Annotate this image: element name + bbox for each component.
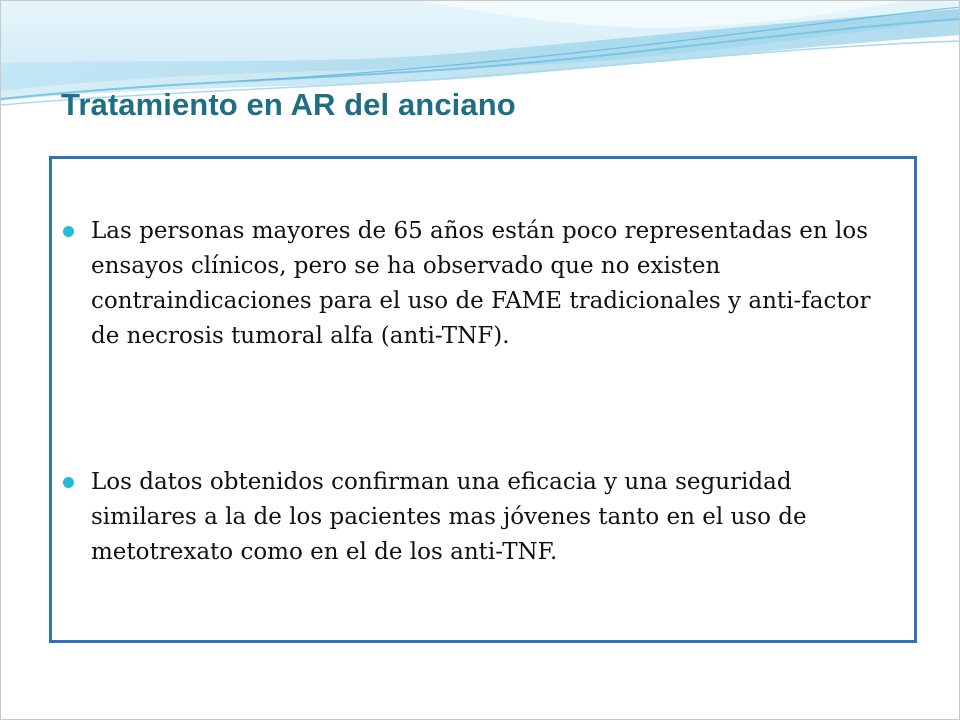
bullet-text: Las personas mayores de 65 años están poco representadas en los ensayos clínicos, pero se ha observado que no existen contraindicaciones para el uso de FAME tradicionales y anti-factor de necrosis tumoral alfa (anti-TNF). — [91, 218, 871, 349]
bullet-dot-icon — [63, 477, 74, 488]
bullet-item — [63, 465, 893, 570]
bullet-item — [63, 214, 893, 354]
content-box — [49, 156, 917, 643]
bullet-text: Los datos obtenidos confirman una eficacia y una seguridad similares a la de los pacientes mas jóvenes tanto en el uso de metotrexato como en el de los anti-TNF. — [91, 469, 807, 565]
slide-title: Tratamiento en AR del anciano — [61, 87, 516, 122]
bullet-dot-icon — [63, 226, 74, 237]
